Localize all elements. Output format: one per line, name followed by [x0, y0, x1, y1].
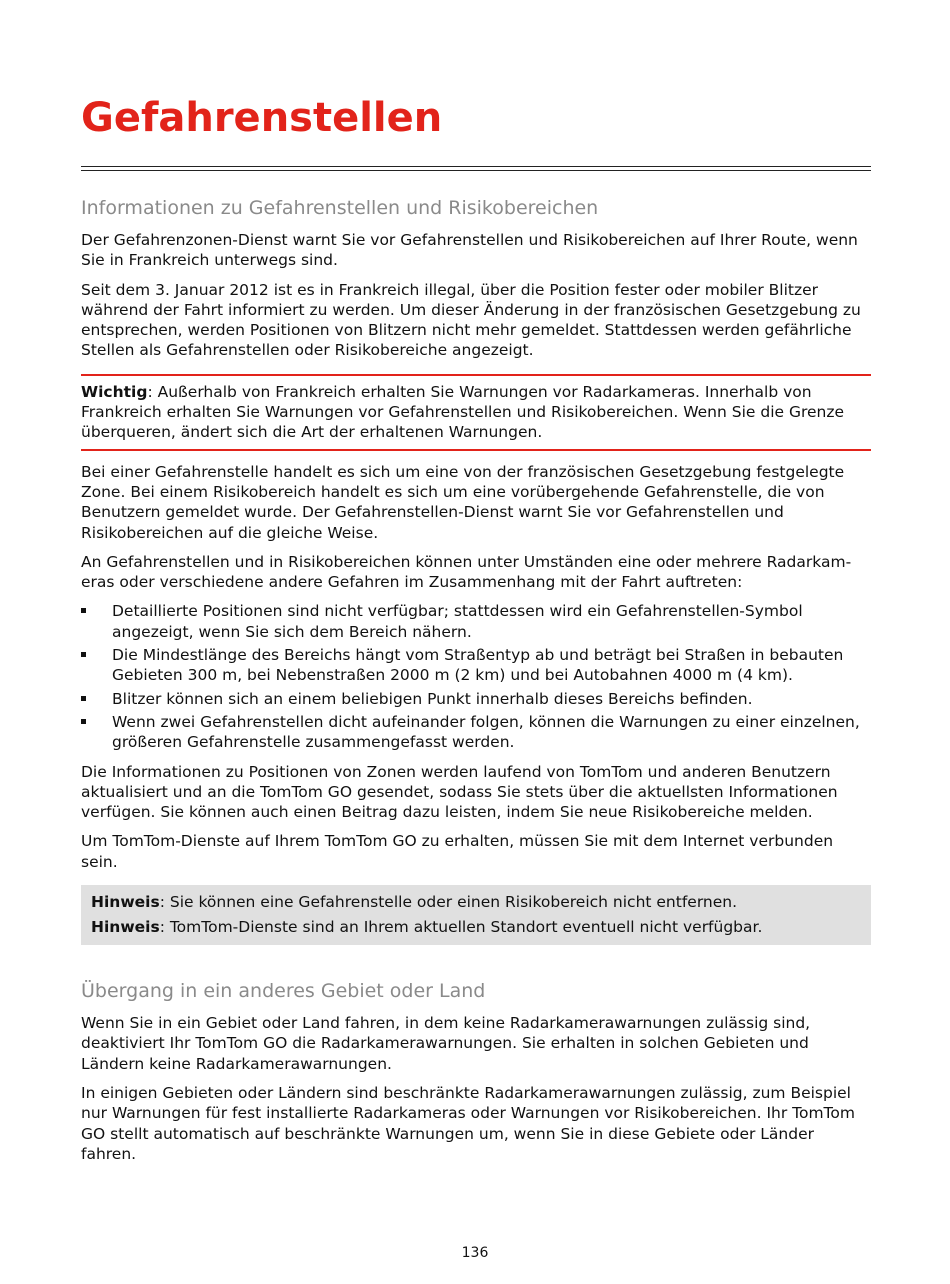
- note-box: [81, 885, 871, 945]
- bullet-list: [81, 601, 871, 752]
- paragraph: Bei einer Gefahrenstelle handelt es sich um eine von der französischen Gesetzgebung festgelegte Zone. Bei einem Risikobereich handelt es sich um eine vorübergehende Gefahrenstelle, die von Benutzern gemeldet wurde. Der Gefahrenstellen-Dienst warnt Sie vor Gefahrenstellen und Risikobereichen auf die gleiche Weise.: [81, 462, 845, 542]
- bullet-icon: [81, 608, 86, 613]
- important-text: [81, 382, 871, 443]
- bullet-icon: [81, 719, 86, 724]
- paragraph: Um TomTom-Dienste auf Ihrem TomTom GO zu erhalten, müssen Sie mit dem Internet verbunden sein.: [81, 832, 834, 871]
- note-line: [91, 892, 861, 913]
- bullet-icon: [81, 696, 86, 701]
- note-text: : Sie können eine Gefahrenstelle oder einen Risikobereich nicht entfernen.: [159, 893, 738, 912]
- list-item-text: Detaillierte Positionen sind nicht verfügbar; stattdessen wird ein Gefahrenstellen-Symbol angezeigt, wenn Sie sich dem Bereich nähern.: [112, 602, 803, 641]
- list-item-text: Wenn zwei Gefahrenstellen dicht aufeinander folgen, können die Warnungen zu einer einzelnen, größeren Gefahrenstelle zusammengefasst werden.: [112, 712, 860, 752]
- bullet-icon: [81, 652, 86, 657]
- page-content: [81, 194, 871, 1173]
- page-number: 136: [461, 1245, 489, 1261]
- page-title: Gefahrenstellen: [81, 95, 443, 141]
- list-item: [81, 601, 871, 642]
- paragraph: Die Informationen zu Positionen von Zonen werden laufend von TomTom und anderen Benutzern aktualisiert und an die TomTom GO gesendet, sodass Sie stets über die aktuellsten Informationen verfügen. Sie können auch einen Beitrag dazu leisten, indem Sie neue Risikobereiche melden.: [81, 762, 838, 822]
- section-heading-info: Informationen zu Gefahrenstellen und Risikobereichen: [81, 197, 599, 219]
- list-item-text: Blitzer können sich an einem beliebigen Punkt innerhalb dieses Bereichs befinden.: [112, 689, 753, 708]
- paragraph: Der Gefahrenzonen-Dienst warnt Sie vor Gefahrenstellen und Risikobereichen auf Ihrer Route, wenn Sie in Frankreich unterwegs sind.: [81, 231, 858, 270]
- important-body: : Außerhalb von Frankreich erhalten Sie Warnungen vor Radarkameras. Innerhalb von Frankreich erhalten Sie Warnungen vor Gefahrenstellen und Risikobereichen. Wenn Sie die Grenze überqueren, ändert sich die Art der erhaltenen Warnungen.: [81, 382, 845, 442]
- paragraph: An Gefahrenstellen und in Risikobereichen können unter Umständen eine oder mehrere Radarkameras oder verschiedene andere Gefahren im Zusammenhang mit der Fahrt auftreten:: [81, 552, 852, 592]
- note-line: [91, 917, 861, 938]
- paragraph: In einigen Gebieten oder Ländern sind beschränkte Radarkamerawarnungen zulässig, zum Beispiel nur Warnungen für fest installierte Radarkameras oder Warnungen vor Risikobereichen. Ihr TomTom GO stellt automatisch auf beschränkte Warnungen um, wenn Sie in diese Gebiete oder Länder fahren.: [81, 1083, 855, 1163]
- title-divider: [81, 166, 871, 171]
- paragraph: Wenn Sie in ein Gebiet oder Land fahren, in dem keine Radarkamerawarnungen zulässig sind, deaktiviert Ihr TomTom GO die Radarkamerawarnungen. Sie erhalten in solchen Gebieten und Ländern keine Radarkamerawarnungen.: [81, 1014, 811, 1073]
- list-item: [81, 712, 871, 753]
- important-label: Wichtig: [81, 382, 148, 401]
- list-item-text: Die Mindestlänge des Bereichs hängt vom Straßentyp ab und beträgt bei Straßen in bebauten Gebieten 300 m, bei Nebenstraßen 2000 m (2 km) und bei Autobahnen 4000 m (4 km).: [112, 646, 844, 685]
- list-item: [81, 645, 871, 686]
- note-text: : TomTom-Dienste sind an Ihrem aktuellen Standort eventuell nicht verfügbar.: [159, 918, 763, 937]
- note-label: Hinweis: [91, 893, 160, 912]
- list-item: [81, 689, 871, 709]
- important-callout: [81, 374, 871, 451]
- note-label: Hinweis: [91, 918, 160, 937]
- paragraph: Seit dem 3. Januar 2012 ist es in Frankreich illegal, über die Position fester oder mobiler Blitzer während der Fahrt informiert zu werden. Um dieser Änderung in der französischen Gesetzgebung zu entsprechen, werden Positionen von Blitzern nicht mehr gemeldet. Stattdessen werden gefährliche Stellen als Gefahrenstellen oder Risikobereiche angezeigt.: [81, 280, 861, 360]
- section-heading-transition: Übergang in ein anderes Gebiet oder Land: [81, 980, 486, 1003]
